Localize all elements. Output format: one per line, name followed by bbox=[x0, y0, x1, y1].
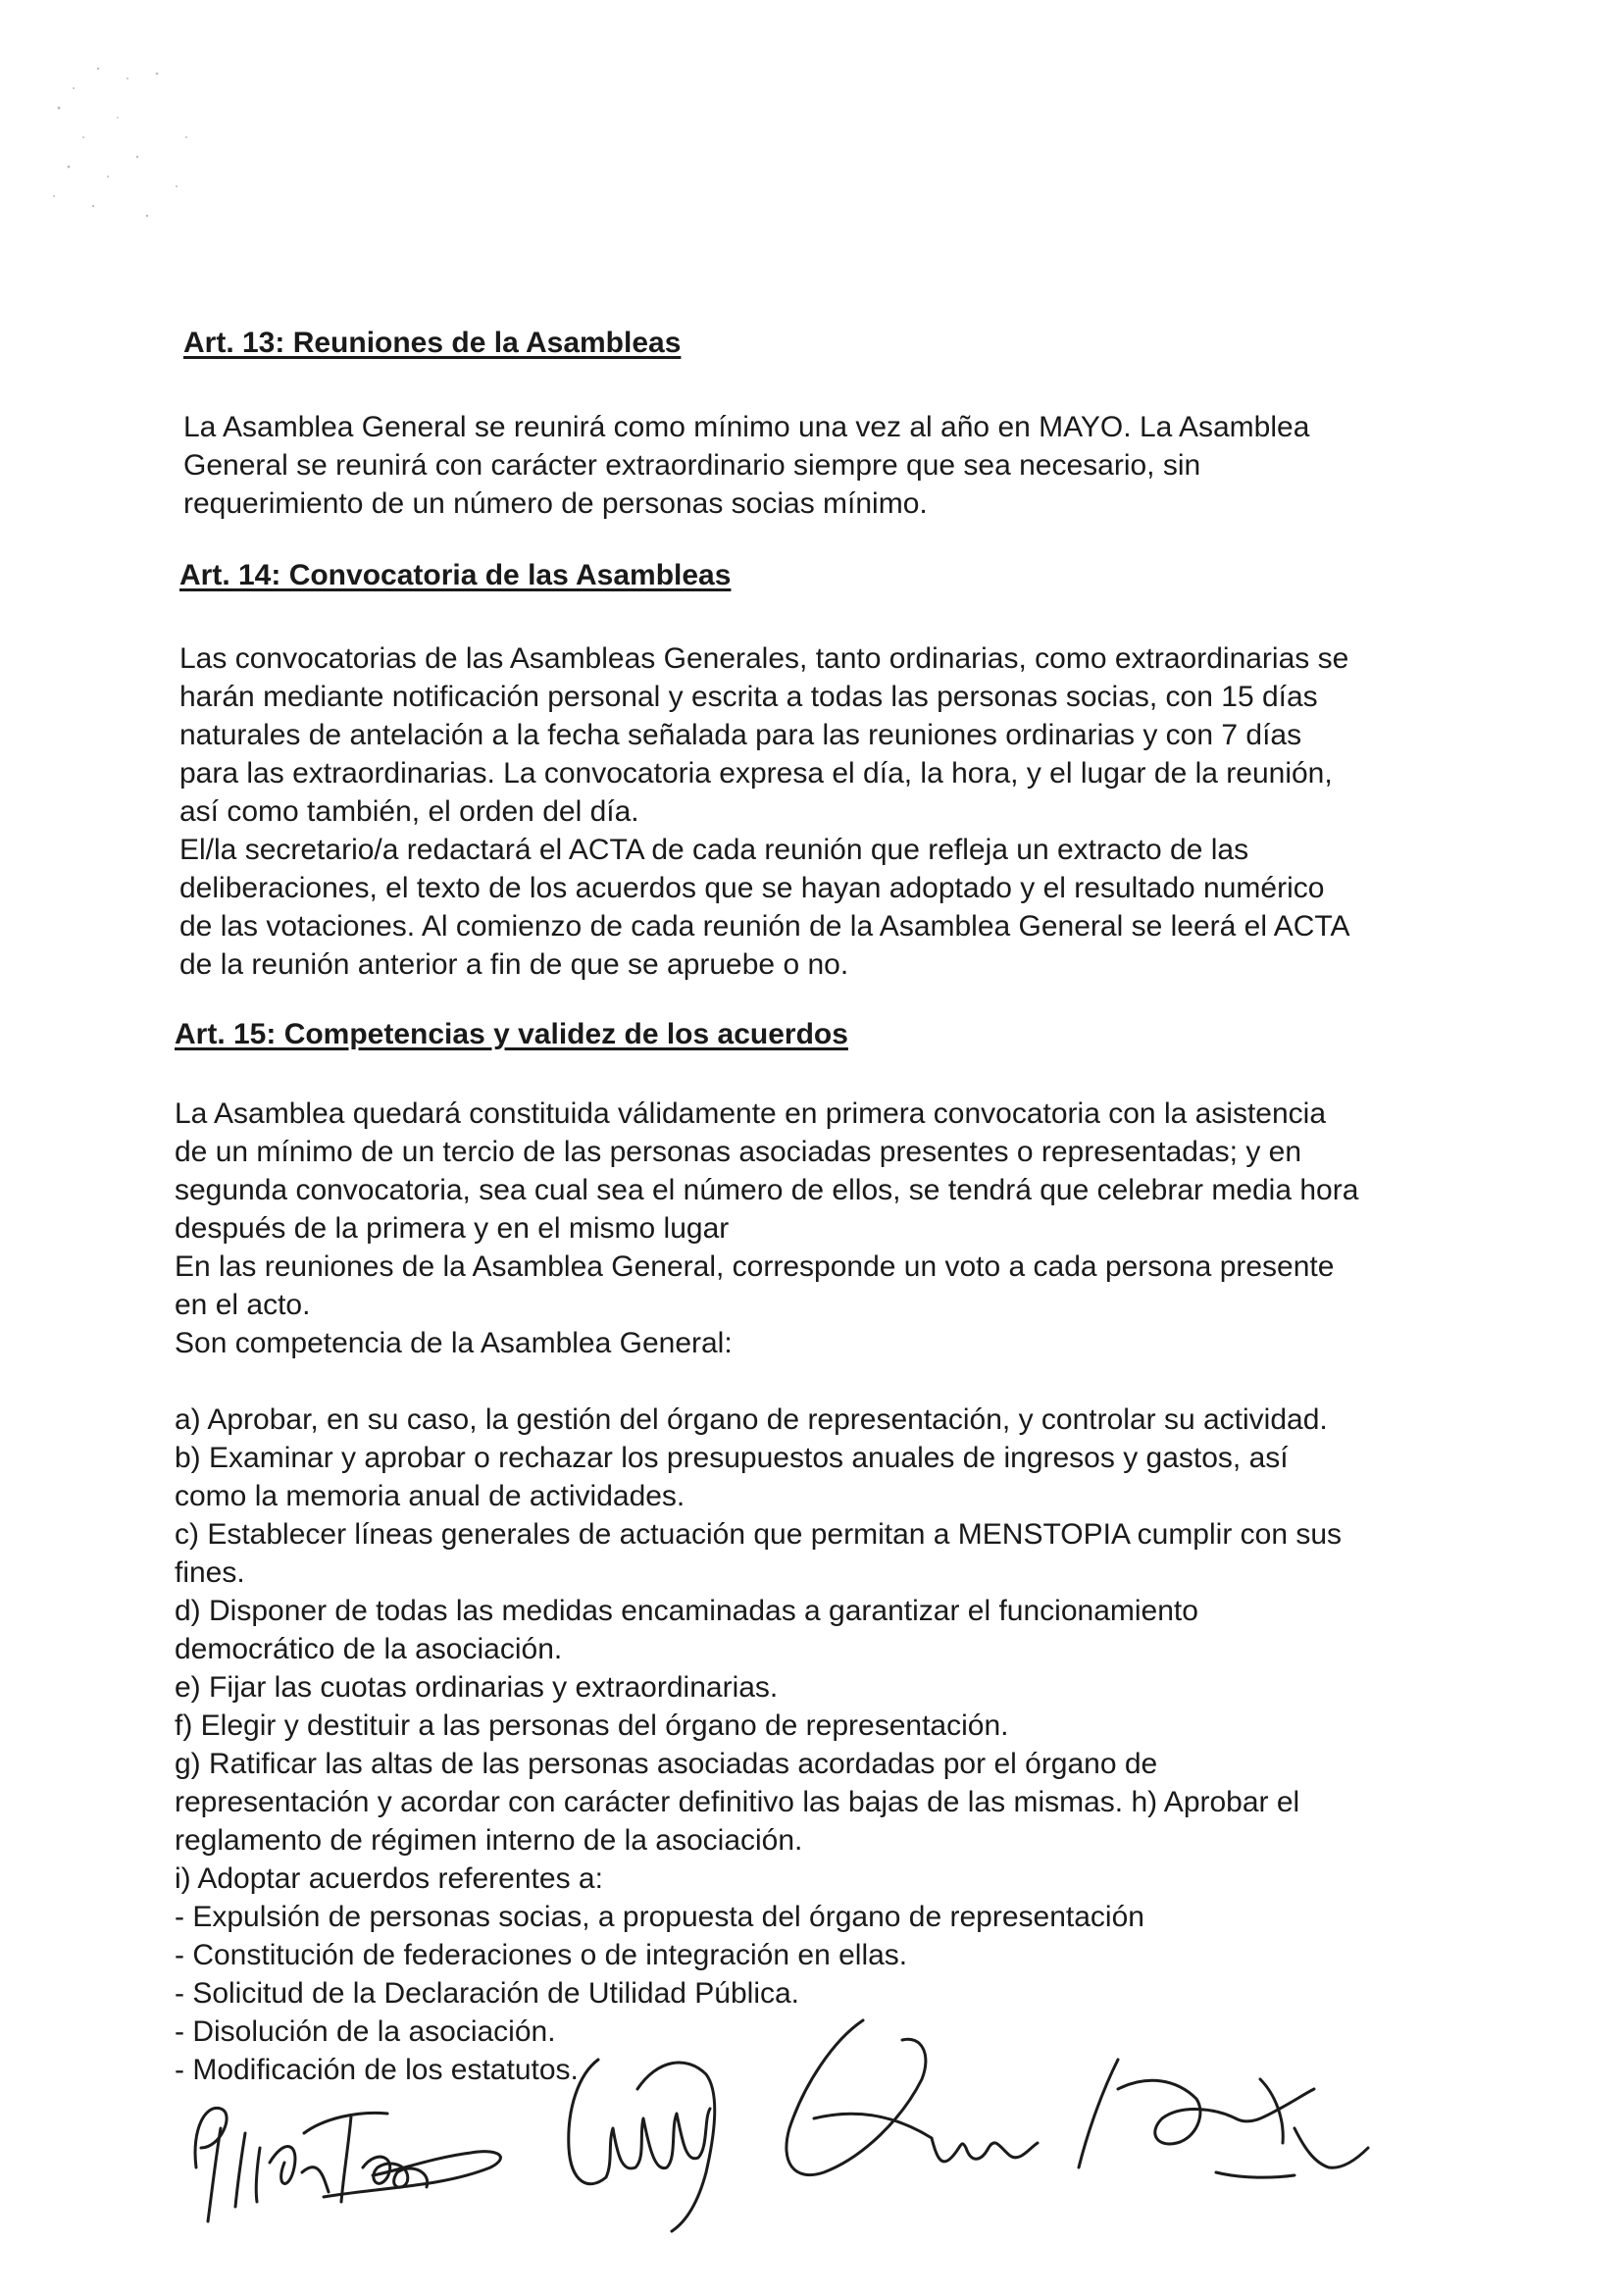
art14-line: Las convocatorias de las Asambleas Generales, tanto ordinarias, como extraordinarias se bbox=[179, 642, 1349, 675]
art15-line: de un mínimo de un tercio de las personas asociadas presentes o representadas; y en bbox=[175, 1136, 1302, 1168]
art15-item: reglamento de régimen interno de la asociación. bbox=[175, 1824, 803, 1857]
art13-line: requerimiento de un número de personas socias mínimo. bbox=[183, 487, 928, 520]
art14-heading: Art. 14: Convocatoria de las Asambleas bbox=[179, 559, 732, 591]
art15-line: después de la primera y en el mismo lugar bbox=[175, 1212, 730, 1245]
art14-line: para las extraordinarias. La convocatoria expresa el día, la hora, y el lugar de la reunión, bbox=[179, 757, 1333, 790]
signature-2 bbox=[569, 2060, 715, 2231]
art15-line: Son competencia de la Asamblea General: bbox=[175, 1327, 733, 1359]
paragraph-gap bbox=[175, 1362, 1449, 1401]
art15-item: b) Examinar y aprobar o rechazar los presupuestos anuales de ingresos y gastos, así bbox=[175, 1442, 1289, 1474]
art13-line: General se reunirá con carácter extraordinario siempre que sea necesario, sin bbox=[183, 449, 1201, 482]
art15-item: como la memoria anual de actividades. bbox=[175, 1480, 685, 1512]
art15-item: representación y acordar con carácter definitivo las bajas de las mismas. h) Aprobar el bbox=[175, 1786, 1300, 1818]
art13-line: La Asamblea General se reunirá como mínimo una vez al año en MAYO. La Asamblea bbox=[183, 411, 1310, 443]
art14-line: de las votaciones. Al comienzo de cada reunión de la Asamblea General se leerá el ACTA bbox=[179, 910, 1350, 943]
art15-item: - Solicitud de la Declaración de Utilidad Pública. bbox=[175, 1977, 800, 2010]
art14-line: naturales de antelación a la fecha señalada para las reuniones ordinarias y con 7 días bbox=[179, 719, 1302, 751]
art13-heading: Art. 13: Reuniones de la Asambleas bbox=[183, 327, 682, 359]
art15-heading: Art. 15: Competencias y validez de los acuerdos bbox=[175, 1018, 848, 1050]
art14-line: El/la secretario/a redactará el ACTA de cada reunión que refleja un extracto de las bbox=[179, 834, 1249, 866]
art14-line: así como también, el orden del día. bbox=[179, 795, 639, 828]
art15-line: segunda convocatoria, sea cual sea el número de ellos, se tendrá que celebrar media hora bbox=[175, 1174, 1359, 1206]
art15-item: i) Adoptar acuerdos referentes a: bbox=[175, 1862, 603, 1895]
art15-item: c) Establecer líneas generales de actuación que permitan a MENSTOPIA cumplir con sus bbox=[175, 1518, 1343, 1551]
art15-item: f) Elegir y destituir a las personas del órgano de representación. bbox=[175, 1709, 1009, 1742]
art15-line: La Asamblea quedará constituida válidamente en primera convocatoria con la asistencia bbox=[175, 1097, 1327, 1130]
art15-body bbox=[175, 1095, 1449, 2089]
signature-1 bbox=[195, 2108, 500, 2221]
art15-item: democrático de la asociación. bbox=[175, 1633, 563, 1665]
art15-item: - Disolución de la asociación. bbox=[175, 2015, 556, 2048]
signature-3 bbox=[787, 2020, 1038, 2175]
art15-item: g) Ratificar las altas de las personas asociadas acordadas por el órgano de bbox=[175, 1748, 1158, 1780]
art14-line: de la reunión anterior a fin de que se apruebe o no. bbox=[179, 948, 849, 981]
art15-line: en el acto. bbox=[175, 1289, 311, 1321]
scan-noise bbox=[39, 49, 226, 235]
art15-item: a) Aprobar, en su caso, la gestión del órgano de representación, y controlar su actividad. bbox=[175, 1403, 1328, 1436]
art15-line: En las reuniones de la Asamblea General, corresponde un voto a cada persona presente bbox=[175, 1250, 1335, 1283]
art15-item: - Expulsión de personas socias, a propuesta del órgano de representación bbox=[175, 1901, 1144, 1933]
art13-body bbox=[183, 408, 1453, 523]
art14-line: deliberaciones, el texto de los acuerdos que se hayan adoptado y el resultado numérico bbox=[179, 872, 1325, 904]
signature-4 bbox=[1079, 2060, 1368, 2177]
art15-item: - Modificación de los estatutos. bbox=[175, 2054, 579, 2086]
art15-item: e) Fijar las cuotas ordinarias y extraordinarias. bbox=[175, 1671, 779, 1704]
art14-body bbox=[179, 639, 1449, 984]
art15-item: d) Disponer de todas las medidas encaminadas a garantizar el funcionamiento bbox=[175, 1595, 1198, 1627]
art15-item: - Constitución de federaciones o de integración en ellas. bbox=[175, 1939, 908, 1971]
art15-item: fines. bbox=[175, 1556, 245, 1589]
signatures bbox=[177, 2001, 1451, 2236]
art14-line: harán mediante notificación personal y escrita a todas las personas socias, con 15 días bbox=[179, 681, 1318, 713]
